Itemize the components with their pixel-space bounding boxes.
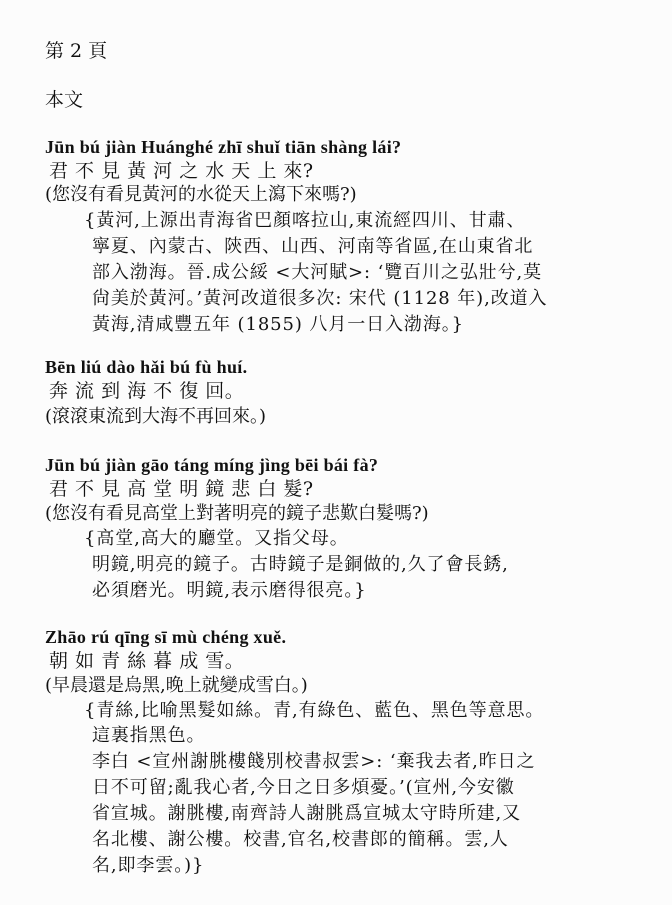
verse-3-note-line: {高堂,高大的廳堂。又指父母。: [84, 528, 349, 549]
verse-1-note-line: 部入渤海。晉.成公綏 <大河賦>: ‘覽百川之弘壯兮,莫: [92, 262, 543, 283]
verse-4-note-line: 日不可留;亂我心者,今日之日多煩憂。’(宣州,今安徽: [92, 777, 515, 798]
verse-1-hanzi: 君 不 見 黃 河 之 水 天 上 來?: [49, 160, 314, 182]
verse-1-pinyin: Jūn bú jiàn Huánghé zhī shuǐ tiān shàng lái?: [45, 137, 402, 157]
verse-3-note-line: 必須磨光。明鏡,表示磨得很亮。}: [92, 580, 367, 601]
section-title: 本文: [45, 89, 84, 111]
verse-4-note-line: 這裏指黑色。: [92, 725, 206, 746]
verse-3-hanzi: 君 不 見 高 堂 明 鏡 悲 白 髮?: [49, 478, 314, 500]
verse-4-note-line: {青絲,比喻黑髮如絲。青,有綠色、藍色、黑色等意思。: [84, 700, 545, 721]
verse-3-pinyin: Jūn bú jiàn gāo táng míng jìng bēi bái fà?: [45, 455, 379, 475]
page-label: 第 2 頁: [45, 40, 108, 62]
verse-1-note-line: 黃海,清咸豐五年 (1855) 八月一日入渤海。}: [92, 314, 464, 335]
verse-4-note-line: 李白 <宣州謝朓樓餞別校書叔雲>: ‘棄我去者,昨日之: [92, 751, 536, 772]
verse-4-note-line: 省宣城。謝朓樓,南齊詩人謝朓爲宣城太守時所建,又: [92, 803, 522, 824]
verse-2-paraphrase: (滾滾東流到大海不再回來。): [45, 406, 267, 427]
verse-1-paraphrase: (您沒有看見黃河的水從天上瀉下來嗎?): [45, 184, 357, 205]
verse-4-paraphrase: (早晨還是烏黑,晚上就變成雪白。): [45, 675, 308, 696]
verse-4-note-line: 名,即李雲。)}: [92, 855, 205, 876]
verse-1-note-line: 寧夏、內蒙古、陝西、山西、河南等省區,在山東省北: [92, 236, 534, 257]
verse-2-pinyin: Bēn liú dào hǎi bú fù huí.: [45, 357, 248, 377]
verse-1-note-line: {黃河,上源出青海省巴顏喀拉山,東流經四川、甘肅、: [84, 210, 526, 231]
verse-4-hanzi: 朝 如 青 絲 暮 成 雪。: [49, 650, 245, 672]
verse-3-note-line: 明鏡,明亮的鏡子。古時鏡子是銅做的,久了會長銹,: [92, 554, 509, 575]
verse-4-note-line: 名北樓、謝公樓。校書,官名,校書郎的簡稱。雲,人: [92, 829, 509, 850]
verse-3-paraphrase: (您沒有看見高堂上對著明亮的鏡子悲歎白髮嗎?): [45, 503, 429, 524]
verse-2-hanzi: 奔 流 到 海 不 復 回。: [49, 380, 245, 402]
verse-1-note-line: 尙美於黃河。’黃河改道很多次: 宋代 (1128 年),改道入: [92, 288, 548, 309]
verse-4-pinyin: Zhāo rú qīng sī mù chéng xuě.: [45, 627, 287, 647]
